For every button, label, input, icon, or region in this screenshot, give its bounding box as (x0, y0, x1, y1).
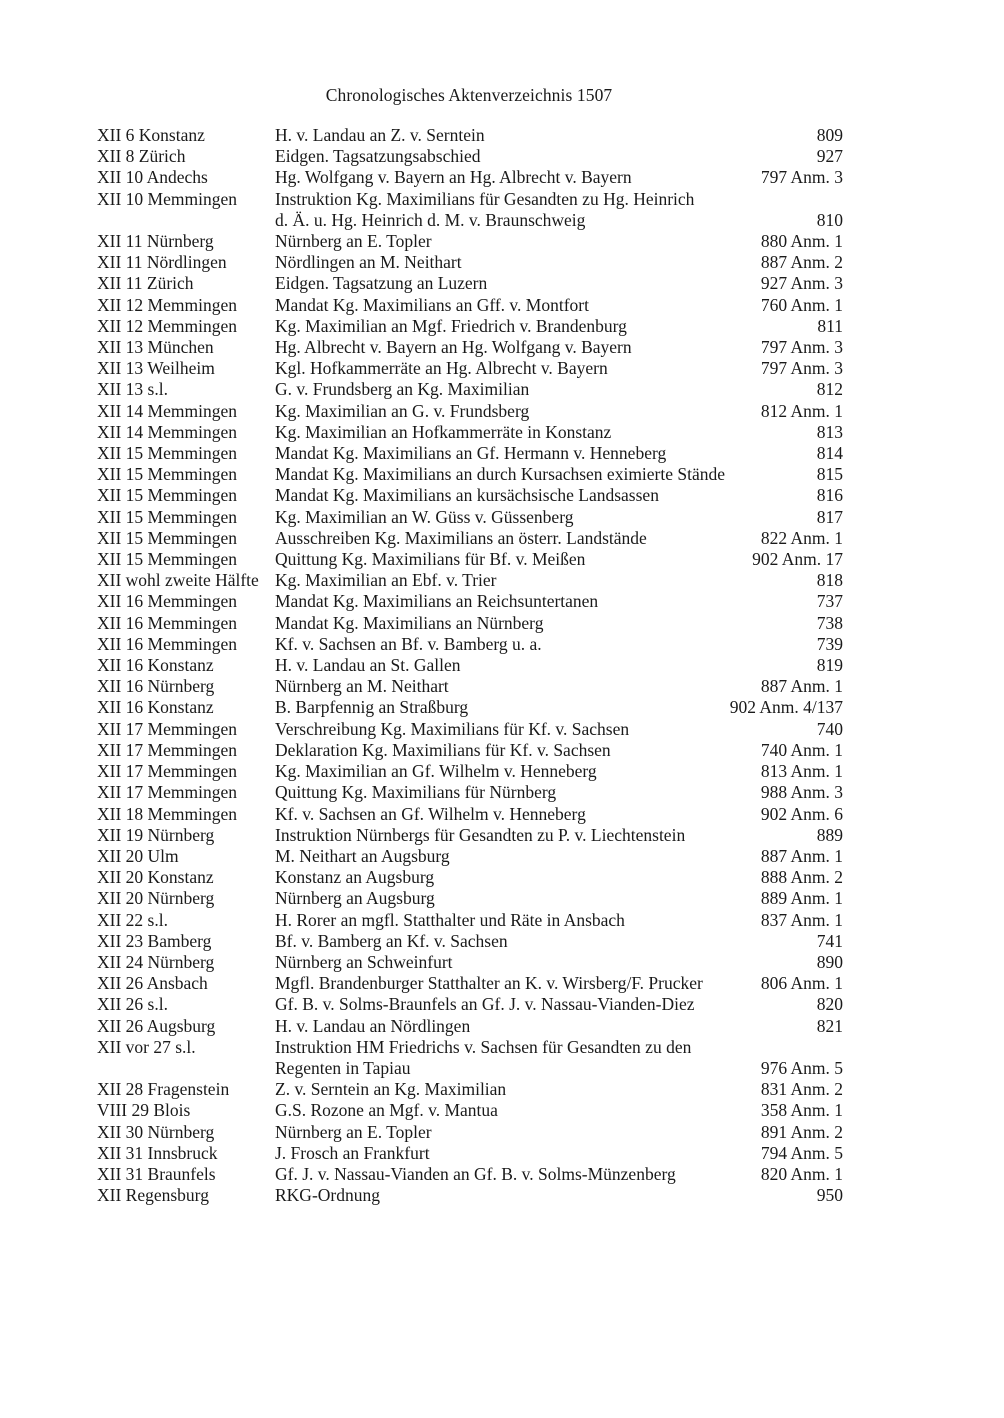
entry-date: XII 14 Memmingen (97, 400, 237, 421)
entry-row (97, 1185, 843, 1206)
entry-row (97, 910, 843, 931)
entry-date: XII 24 Nürnberg (97, 951, 215, 972)
entry-description: Mandat Kg. Maximilians an kursächsische Landsassen (275, 485, 659, 506)
entry-reference: 822 Anm. 1 (760, 527, 843, 548)
entry-date: XII 20 Konstanz (97, 867, 214, 888)
entry-row (97, 825, 843, 846)
entry-description: Konstanz an Augsburg (275, 867, 435, 888)
entry-row (97, 1016, 843, 1037)
entry-date: XII 20 Nürnberg (97, 888, 215, 909)
entry-reference: 738 (816, 612, 843, 633)
entry-description: Nürnberg an M. Neithart (275, 676, 449, 697)
entry-description: Mandat Kg. Maximilians an Reichsuntertanen (275, 591, 599, 612)
entry-date: XII 12 Memmingen (97, 315, 237, 336)
entry-row (97, 931, 843, 952)
entry-reference: 740 Anm. 1 (760, 739, 843, 760)
entry-reference: 811 (817, 315, 843, 336)
entry-reference: 821 (816, 1015, 843, 1036)
entry-reference: 902 Anm. 4/137 (729, 697, 843, 718)
entry-date: XII 10 Memmingen (97, 188, 237, 209)
entry-date: XII 15 Memmingen (97, 485, 237, 506)
entry-date: XII 13 s.l. (97, 379, 168, 400)
entry-row (97, 231, 843, 252)
entry-date: XII 15 Memmingen (97, 506, 237, 527)
entry-reference: 820 (816, 994, 843, 1015)
entry-date: XII 16 Nürnberg (97, 676, 215, 697)
entry-reference: 887 Anm. 1 (760, 845, 843, 866)
entry-description: Kg. Maximilian an W. Güss v. Güssenberg (275, 506, 574, 527)
entry-date: XII 26 Ansbach (97, 973, 208, 994)
entry-reference: 902 Anm. 6 (760, 803, 843, 824)
entry-description: RKG-Ordnung (275, 1185, 380, 1206)
entry-row (97, 189, 843, 231)
entry-description: Kf. v. Sachsen an Bf. v. Bamberg u. a. (275, 633, 542, 654)
entry-description: Hg. Wolfgang v. Bayern an Hg. Albrecht v. Bayern (275, 167, 632, 188)
entry-date: XII 31 Braunfels (97, 1163, 216, 1184)
entry-reference: 816 (816, 485, 843, 506)
entry-row (97, 252, 843, 273)
entry-reference: 809 (816, 125, 843, 145)
entry-reference: 797 Anm. 3 (760, 167, 843, 188)
entry-description: J. Frosch an Frankfurt (275, 1142, 430, 1163)
entry-description: Nördlingen an M. Neithart (275, 252, 462, 273)
entry-date: XII 11 Nördlingen (97, 252, 227, 273)
entry-reference: 760 Anm. 1 (760, 294, 843, 315)
entry-date: XII 20 Ulm (97, 845, 179, 866)
entry-row (97, 401, 843, 422)
entry-date: XII 16 Memmingen (97, 612, 237, 633)
entry-date: XII vor 27 s.l. (97, 1036, 196, 1057)
entry-description: H. v. Landau an Nördlingen (275, 1015, 471, 1036)
entry-reference: 740 (816, 718, 843, 739)
entry-reference: 794 Anm. 5 (760, 1142, 843, 1163)
entry-row (97, 273, 843, 294)
entry-description: B. Barpfennig an Straßburg (275, 697, 469, 718)
entry-date: XII 28 Fragenstein (97, 1079, 230, 1100)
entry-date: XII 13 München (97, 337, 214, 358)
entry-reference: 888 Anm. 2 (760, 867, 843, 888)
entry-reference: 815 (816, 464, 843, 485)
entry-description: G.S. Rozone an Mgf. v. Mantua (275, 1100, 498, 1121)
entry-reference: 820 Anm. 1 (760, 1163, 843, 1184)
entry-date: XII 8 Zürich (97, 146, 186, 167)
entry-description: Kgl. Hofkammerräte an Hg. Albrecht v. Bayern (275, 358, 608, 379)
entry-reference: 950 (816, 1185, 843, 1206)
entry-row (97, 591, 843, 612)
entry-row (97, 697, 843, 718)
entry-description: Mandat Kg. Maximilians an durch Kursachsen eximierte Stände (275, 464, 726, 485)
entry-description: Kg. Maximilian an Gf. Wilhelm v. Henneberg (275, 761, 597, 782)
entry-reference: 814 (816, 443, 843, 464)
entry-row (97, 125, 843, 146)
entry-date: XII 16 Konstanz (97, 697, 214, 718)
entry-row (97, 719, 843, 740)
entry-reference: 831 Anm. 2 (760, 1079, 843, 1100)
entry-date: XII 15 Memmingen (97, 527, 237, 548)
entry-reference: 887 Anm. 1 (760, 676, 843, 697)
entry-description: Eidgen. Tagsatzungsabschied (275, 146, 481, 167)
entry-date: XII 15 Memmingen (97, 549, 237, 570)
entry-reference: 902 Anm. 17 (752, 549, 843, 570)
entry-date: XII 26 s.l. (97, 994, 168, 1015)
entry-description: Verschreibung Kg. Maximilians für Kf. v. Sachsen (275, 718, 630, 739)
entry-row (97, 146, 843, 167)
entry-list (97, 125, 843, 1206)
entry-date: XII 15 Memmingen (97, 443, 237, 464)
entry-reference: 810 (816, 209, 843, 230)
entry-reference: 890 (816, 951, 843, 972)
entry-row (97, 1079, 843, 1100)
entry-reference: 817 (816, 506, 843, 527)
entry-date: XII 17 Memmingen (97, 782, 237, 803)
entry-row (97, 804, 843, 825)
entry-description: Nürnberg an Schweinfurt (275, 951, 453, 972)
page-header: Chronologisches Aktenverzeichnis 1507 (325, 85, 613, 105)
entry-description: Instruktion HM Friedrichs v. Sachsen für Gesandten zu den Regenten in Tapiau (275, 1036, 692, 1078)
entry-description: Nürnberg an E. Topler (275, 1121, 432, 1142)
entry-row (97, 1164, 843, 1185)
entry-reference: 927 Anm. 3 (760, 273, 843, 294)
entry-reference: 737 (816, 591, 843, 612)
entry-date: XII 11 Nürnberg (97, 231, 214, 252)
entry-row (97, 740, 843, 761)
entry-date: XII 23 Bamberg (97, 930, 212, 951)
entry-row (97, 337, 843, 358)
entry-reference: 797 Anm. 3 (760, 358, 843, 379)
entry-description: Quittung Kg. Maximilians für Bf. v. Meißen (275, 549, 586, 570)
entry-row (97, 549, 843, 570)
entry-row (97, 655, 843, 676)
entry-row (97, 634, 843, 655)
entry-row (97, 358, 843, 379)
entry-reference: 812 (816, 379, 843, 400)
entry-reference: 891 Anm. 2 (760, 1121, 843, 1142)
entry-description: Z. v. Serntein an Kg. Maximilian (275, 1079, 507, 1100)
entry-description: Mandat Kg. Maximilians an Nürnberg (275, 612, 544, 633)
entry-reference: 818 (816, 570, 843, 591)
entry-description: Instruktion Nürnbergs für Gesandten zu P. v. Liechtenstein (275, 824, 686, 845)
entry-description: Kg. Maximilian an Mgf. Friedrich v. Brandenburg (275, 315, 627, 336)
entry-description: Nürnberg an Augsburg (275, 888, 435, 909)
entry-date: XII 17 Memmingen (97, 739, 237, 760)
entry-row (97, 570, 843, 591)
entry-date: XII 30 Nürnberg (97, 1121, 215, 1142)
entry-reference: 806 Anm. 1 (760, 973, 843, 994)
entry-row (97, 316, 843, 337)
entry-date: XII 26 Augsburg (97, 1015, 216, 1036)
entry-row (97, 422, 843, 443)
entry-description: Deklaration Kg. Maximilians für Kf. v. Sachsen (275, 739, 611, 760)
entry-date: XII 16 Memmingen (97, 633, 237, 654)
entry-date: XII 16 Memmingen (97, 591, 237, 612)
entry-description: Mandat Kg. Maximilians an Gff. v. Montfort (275, 294, 589, 315)
entry-description: Kg. Maximilian an Ebf. v. Trier (275, 570, 497, 591)
entry-row (97, 973, 843, 994)
entry-reference: 880 Anm. 1 (760, 231, 843, 252)
entry-description: Mgfl. Brandenburger Statthalter an K. v. Wirsberg/F. Prucker (275, 973, 703, 994)
entry-reference: 813 Anm. 1 (760, 761, 843, 782)
entry-date: XII 13 Weilheim (97, 358, 215, 379)
entry-row (97, 464, 843, 485)
entry-row (97, 761, 843, 782)
entry-row (97, 952, 843, 973)
entry-date: XII 12 Memmingen (97, 294, 237, 315)
entry-row (97, 379, 843, 400)
entry-description: Bf. v. Bamberg an Kf. v. Sachsen (275, 930, 508, 951)
entry-description: H. v. Landau an St. Gallen (275, 655, 461, 676)
entry-date: XII 17 Memmingen (97, 761, 237, 782)
entry-date: XII 19 Nürnberg (97, 824, 215, 845)
entry-description: M. Neithart an Augsburg (275, 845, 450, 866)
entry-date: XII wohl zweite Hälfte (97, 570, 259, 591)
entry-reference: 988 Anm. 3 (760, 782, 843, 803)
entry-row (97, 1100, 843, 1121)
entry-description: Kg. Maximilian an Hofkammerräte in Konstanz (275, 421, 612, 442)
entry-reference: 813 (816, 421, 843, 442)
entry-description: Gf. J. v. Nassau-Vianden an Gf. B. v. Solms-Münzenberg (275, 1163, 676, 1184)
entry-description: Mandat Kg. Maximilians an Gf. Hermann v. Henneberg (275, 443, 667, 464)
entry-date: XII 15 Memmingen (97, 464, 237, 485)
entry-row (97, 613, 843, 634)
entry-description: Gf. B. v. Solms-Braunfels an Gf. J. v. Nassau-Vianden-Diez (275, 994, 695, 1015)
entry-row (97, 676, 843, 697)
entry-reference: 837 Anm. 1 (760, 909, 843, 930)
entry-date: XII 6 Konstanz (97, 125, 205, 145)
entry-row (97, 528, 843, 549)
entry-reference: 739 (816, 633, 843, 654)
entry-reference: 797 Anm. 3 (760, 337, 843, 358)
entry-description: Ausschreiben Kg. Maximilians an österr. Landstände (275, 527, 647, 548)
entry-description: H. Rorer an mgfl. Statthalter und Räte in Ansbach (275, 909, 625, 930)
entry-date: XII 22 s.l. (97, 909, 168, 930)
entry-reference: 889 (816, 824, 843, 845)
entry-row (97, 1143, 843, 1164)
entry-reference: 812 Anm. 1 (760, 400, 843, 421)
entry-description: Nürnberg an E. Topler (275, 231, 432, 252)
entry-reference: 358 Anm. 1 (760, 1100, 843, 1121)
entry-date: XII 18 Memmingen (97, 803, 237, 824)
entry-description: G. v. Frundsberg an Kg. Maximilian (275, 379, 530, 400)
entry-description: Instruktion Kg. Maximilians für Gesandten zu Hg. Heinrich d. Ä. u. Hg. Heinrich d. M. v. Braunschweig (275, 188, 695, 230)
entry-reference: 741 (816, 930, 843, 951)
entry-row (97, 443, 843, 464)
entry-date: XII Regensburg (97, 1185, 209, 1206)
entry-date: XII 11 Zürich (97, 273, 194, 294)
entry-row (97, 782, 843, 803)
entry-description: Kg. Maximilian an G. v. Frundsberg (275, 400, 530, 421)
entry-row (97, 867, 843, 888)
entry-reference: 887 Anm. 2 (760, 252, 843, 273)
entry-row (97, 507, 843, 528)
entry-description: Kf. v. Sachsen an Gf. Wilhelm v. Henneberg (275, 803, 586, 824)
entry-date: VIII 29 Blois (97, 1100, 191, 1121)
entry-description: H. v. Landau an Z. v. Serntein (275, 125, 485, 145)
entry-reference: 927 (816, 146, 843, 167)
entry-row (97, 295, 843, 316)
entry-row (97, 846, 843, 867)
entry-description: Hg. Albrecht v. Bayern an Hg. Wolfgang v. Bayern (275, 337, 632, 358)
entry-reference: 976 Anm. 5 (760, 1057, 843, 1078)
entry-row (97, 167, 843, 188)
entry-row (97, 888, 843, 909)
entry-reference: 889 Anm. 1 (760, 888, 843, 909)
entry-reference: 819 (816, 655, 843, 676)
entry-date: XII 10 Andechs (97, 167, 208, 188)
entry-date: XII 14 Memmingen (97, 421, 237, 442)
entry-row (97, 1037, 843, 1079)
entry-date: XII 16 Konstanz (97, 655, 214, 676)
entry-description: Quittung Kg. Maximilians für Nürnberg (275, 782, 557, 803)
entry-date: XII 31 Innsbruck (97, 1142, 218, 1163)
entry-row (97, 485, 843, 506)
entry-row (97, 1122, 843, 1143)
entry-description: Eidgen. Tagsatzung an Luzern (275, 273, 488, 294)
entry-date: XII 17 Memmingen (97, 718, 237, 739)
entry-row (97, 994, 843, 1015)
